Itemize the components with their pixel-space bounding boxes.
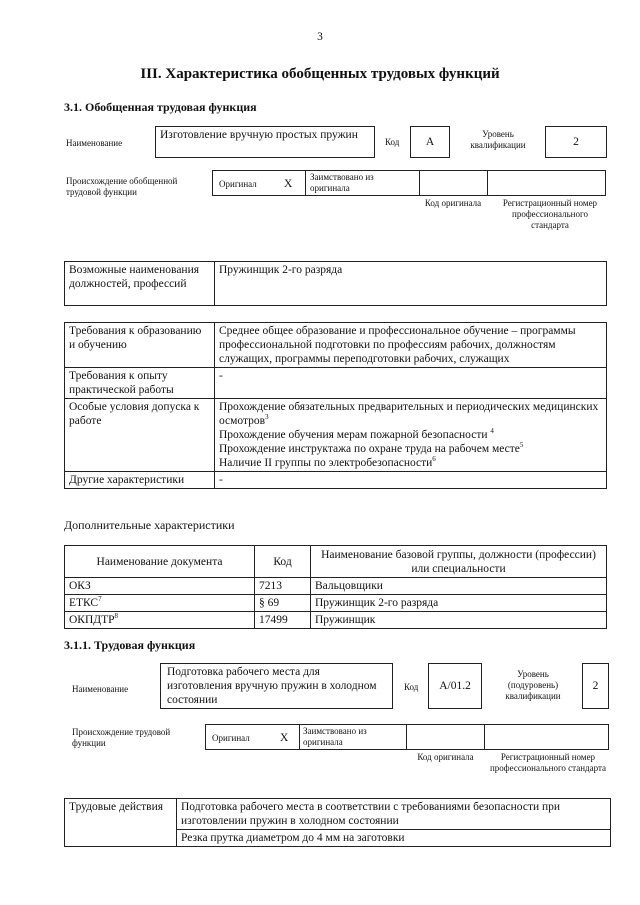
tf-reg-number-caption: Регистрационный номер профессионального стандарта — [489, 752, 607, 773]
gtf-original-label: Оригинал — [219, 179, 257, 189]
positions-table — [64, 261, 607, 306]
divider — [305, 171, 306, 195]
additional-name: Пружинщик 2-го разряда — [311, 595, 607, 612]
positions-label: Возможные наименования должностей, профессий — [65, 262, 215, 306]
tf-borrowed-label: Заимствовано из оригинала — [303, 726, 367, 747]
tf-origin-table — [205, 724, 609, 750]
additional-name: Пружинщик — [311, 612, 607, 629]
additional-doc: ОКПДТР$^8$ — [65, 612, 255, 629]
tf-level-value: 2 — [582, 663, 609, 709]
req-experience-value: - — [215, 368, 607, 399]
req-education-value: Среднее общее образование и профессиональное обучение – программы профессиональной подготовки по профессиям рабочих, должностям служащих, программы переподготовки рабочих, служащих — [215, 323, 607, 368]
tf-heading: 3.1.1. Трудовая функция — [64, 638, 196, 652]
additional-table — [64, 545, 607, 629]
requirements-table — [64, 322, 607, 489]
tf-code-original-caption: Код оригинала — [417, 752, 474, 762]
gtf-level-value: 2 — [545, 126, 607, 158]
positions-value: Пружинщик 2-го разряда — [215, 262, 607, 306]
req-condition-line: Прохождение инструктажа по охране труда на рабочем месте$^5$ — [219, 441, 524, 455]
req-condition-line: Прохождение обучения мерам пожарной безопасности $^4$ — [219, 427, 494, 441]
actions-label: Трудовые действия — [65, 799, 177, 847]
tf-level-label: Уровень (подуровень) квалификации — [505, 669, 561, 701]
additional-header-name: Наименование базовой группы, должности (профессии) или специальности — [311, 546, 607, 578]
additional-header-code: Код — [255, 546, 311, 578]
actions-table — [64, 798, 611, 847]
req-conditions-label: Особые условия допуска к работе — [65, 399, 215, 472]
tf-name-label: Наименование — [72, 684, 129, 694]
tf-original-label: Оригинал — [212, 733, 250, 743]
req-other-value: - — [215, 472, 607, 489]
req-other-label: Другие характеристики — [65, 472, 215, 489]
gtf-borrowed-label: Заимствовано из оригинала — [310, 172, 374, 193]
action-item: Подготовка рабочего места в соответствии с требованиями безопасности при изготовлении пружин в холодном состоянии — [177, 799, 611, 830]
divider — [419, 171, 420, 195]
req-condition-line: Прохождение обязательных предварительных и периодических медицинских осмотров$^3$ — [219, 401, 599, 427]
additional-header-doc: Наименование документа — [65, 546, 255, 578]
gtf-name-label: Наименование — [66, 138, 123, 148]
additional-code: 17499 — [255, 612, 311, 629]
gtf-level-label: Уровень квалификации — [470, 129, 526, 150]
req-education-label: Требования к образованию и обучению — [65, 323, 215, 368]
tf-origin-label: Происхождение трудовой функции — [72, 727, 171, 748]
action-item: Резка прутка диаметром до 4 мм на заготовки — [177, 830, 611, 847]
tf-code-label: Код — [404, 682, 419, 692]
req-conditions-value — [215, 399, 607, 472]
divider — [484, 725, 485, 749]
section-title: III. Характеристика обобщенных трудовых функций — [140, 66, 500, 82]
additional-code: § 69 — [255, 595, 311, 612]
tf-name-value: Подготовка рабочего места для изготовления вручную пружин в холодном состоянии — [160, 663, 393, 709]
gtf-original-mark: X — [284, 178, 293, 190]
divider — [406, 725, 407, 749]
page-number: 3 — [317, 31, 323, 43]
additional-doc: ОКЗ — [65, 578, 255, 595]
gtf-code-label: Код — [385, 137, 400, 147]
additional-title: Дополнительные характеристики — [64, 518, 235, 532]
gtf-origin-label: Происхождение обобщенной трудовой функции — [66, 176, 178, 197]
gtf-origin-table — [212, 170, 606, 196]
gtf-heading: 3.1. Обобщенная трудовая функция — [64, 100, 257, 114]
gtf-reg-number-caption: Регистрационный номер профессионального стандарта — [502, 198, 598, 230]
gtf-name-value: Изготовление вручную простых пружин — [155, 126, 375, 158]
tf-code-value: А/01.2 — [428, 663, 482, 709]
additional-name: Вальцовщики — [311, 578, 607, 595]
additional-code: 7213 — [255, 578, 311, 595]
additional-doc: ЕТКС$^7$ — [65, 595, 255, 612]
divider — [299, 725, 300, 749]
req-condition-line: Наличие II группы по электробезопасности$^6$ — [219, 455, 436, 469]
tf-original-mark: X — [280, 732, 289, 744]
req-experience-label: Требования к опыту практической работы — [65, 368, 215, 399]
divider — [487, 171, 488, 195]
gtf-code-original-caption: Код оригинала — [424, 198, 482, 208]
gtf-code-value: А — [410, 126, 450, 158]
